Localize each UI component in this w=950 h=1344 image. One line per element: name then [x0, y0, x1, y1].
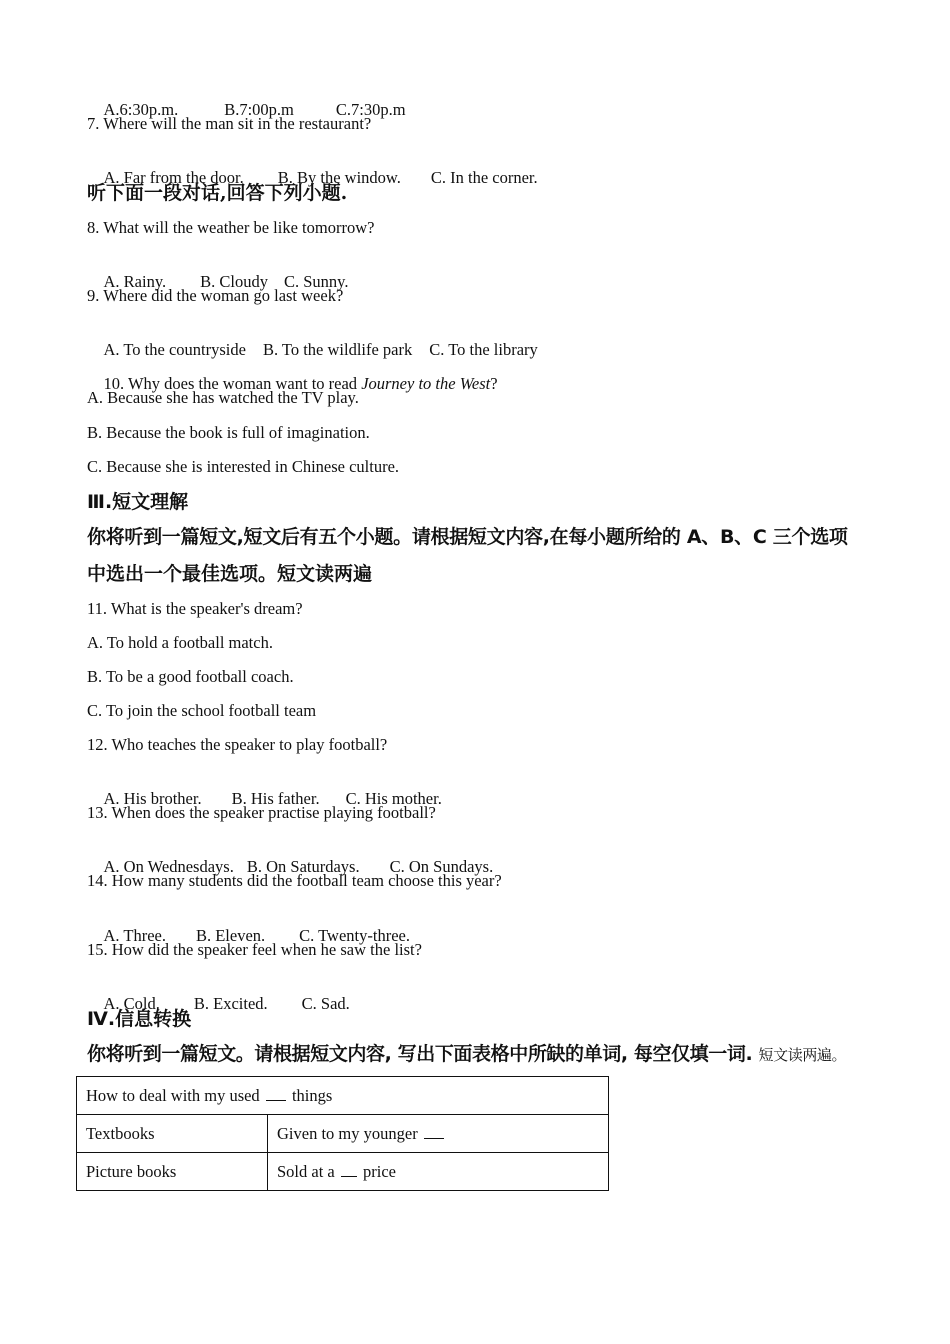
- section-4-instruction: [87, 1043, 846, 1066]
- q7-option-b: B. By the window.: [277, 168, 401, 187]
- table-row: [77, 1115, 609, 1153]
- q9-option-c: C. To the library: [429, 340, 538, 359]
- section-4-title: Ⅳ.信息转换: [87, 1008, 192, 1030]
- q10-option-c: C. Because she is interested in Chinese culture.: [87, 457, 400, 476]
- q6-option-b: B.7:00p.m: [224, 100, 294, 119]
- dialog-section-heading: 听下面一段对话,回答下列小题.: [87, 182, 348, 204]
- table-header-suffix: things: [291, 1086, 333, 1105]
- q14-option-a: A. Three.: [103, 926, 166, 945]
- q9-option-b: B. To the wildlife park: [262, 340, 413, 359]
- q11-option-a: A. To hold a football match.: [87, 633, 273, 652]
- q6-option-c: C.7:30p.m: [335, 100, 406, 119]
- section-3-title: Ⅲ.短文理解: [87, 491, 189, 513]
- table-header-cell: [77, 1077, 609, 1115]
- q8-option-b: B. Cloudy: [200, 272, 268, 291]
- section-3-instruction-line1: 你将听到一篇短文,短文后有五个小题。请根据短文内容,在每小题所给的 A、B、C 三个选项: [87, 526, 848, 548]
- q10-question-suffix: ?: [490, 374, 498, 393]
- q10-option-a: A. Because she has watched the TV play.: [87, 388, 359, 407]
- q14-question: 14. How many students did the football team choose this year?: [87, 871, 502, 890]
- q14-option-b: B. Eleven.: [195, 926, 266, 945]
- table-cell-item: Textbooks: [77, 1115, 268, 1153]
- table-row2-blank[interactable]: [341, 1162, 357, 1177]
- q15-option-c: C. Sad.: [301, 994, 350, 1013]
- q6-option-a: A.6:30p.m.: [103, 100, 179, 119]
- table-row2-action-suffix: price: [363, 1162, 396, 1181]
- q12-question: 12. Who teaches the speaker to play football?: [87, 735, 388, 754]
- q8-question: 8. What will the weather be like tomorrow?: [87, 218, 375, 237]
- table-row1-blank[interactable]: [424, 1124, 444, 1139]
- table-cell-action: [268, 1153, 609, 1191]
- table-row1-action-prefix: Given to my younger: [277, 1124, 418, 1143]
- q15-question: 15. How did the speaker feel when he saw the list?: [87, 940, 422, 959]
- q12-option-a: A. His brother.: [103, 789, 202, 808]
- section-4-note: 短文读两遍。: [758, 1046, 847, 1064]
- table-cell-action: [268, 1115, 609, 1153]
- q8-option-c: C. Sunny.: [284, 272, 349, 291]
- q13-option-b: B. On Saturdays.: [246, 857, 360, 876]
- q7-question: 7. Where will the man sit in the restaurant?: [87, 114, 372, 133]
- table-header-prefix: How to deal with my used: [86, 1086, 260, 1105]
- q11-option-b: B. To be a good football coach.: [87, 667, 294, 686]
- q11-option-c: C. To join the school football team: [87, 701, 317, 720]
- q15-option-b: B. Excited.: [193, 994, 268, 1013]
- table-header-blank[interactable]: [266, 1086, 286, 1101]
- q9-option-a: A. To the countryside: [103, 340, 246, 359]
- section-3-instruction-line2: 中选出一个最佳选项。短文读两遍: [87, 563, 373, 585]
- q10-option-b: B. Because the book is full of imagination.: [87, 423, 370, 442]
- q10-book-title: Journey to the West: [361, 374, 491, 393]
- table-row: [77, 1153, 609, 1191]
- q13-option-c: C. On Sundays.: [389, 857, 494, 876]
- q10-question-prefix: 10. Why does the woman want to read: [103, 374, 362, 393]
- table-row2-action-prefix: Sold at a: [277, 1162, 335, 1181]
- q11-question: 11. What is the speaker's dream?: [87, 599, 303, 618]
- q12-option-c: C. His mother.: [345, 789, 442, 808]
- q9-question: 9. Where did the woman go last week?: [87, 286, 344, 305]
- table-cell-item: Picture books: [77, 1153, 268, 1191]
- q8-option-a: A. Rainy.: [103, 272, 167, 291]
- q14-option-c: C. Twenty-three.: [299, 926, 410, 945]
- q15-option-a: A. Cold.: [103, 994, 160, 1013]
- q12-option-b: B. His father.: [231, 789, 320, 808]
- section-4-instruction-text: 你将听到一篇短文。请根据短文内容, 写出下面表格中所缺的单词, 每空仅填一词.: [87, 1043, 753, 1065]
- info-table: [76, 1076, 609, 1191]
- q7-option-c: C. In the corner.: [430, 168, 538, 187]
- q13-option-a: A. On Wednesdays.: [103, 857, 234, 876]
- table-header-row: [77, 1077, 609, 1115]
- q7-option-a: A. Far from the door.: [103, 168, 244, 187]
- q13-question: 13. When does the speaker practise playing football?: [87, 803, 436, 822]
